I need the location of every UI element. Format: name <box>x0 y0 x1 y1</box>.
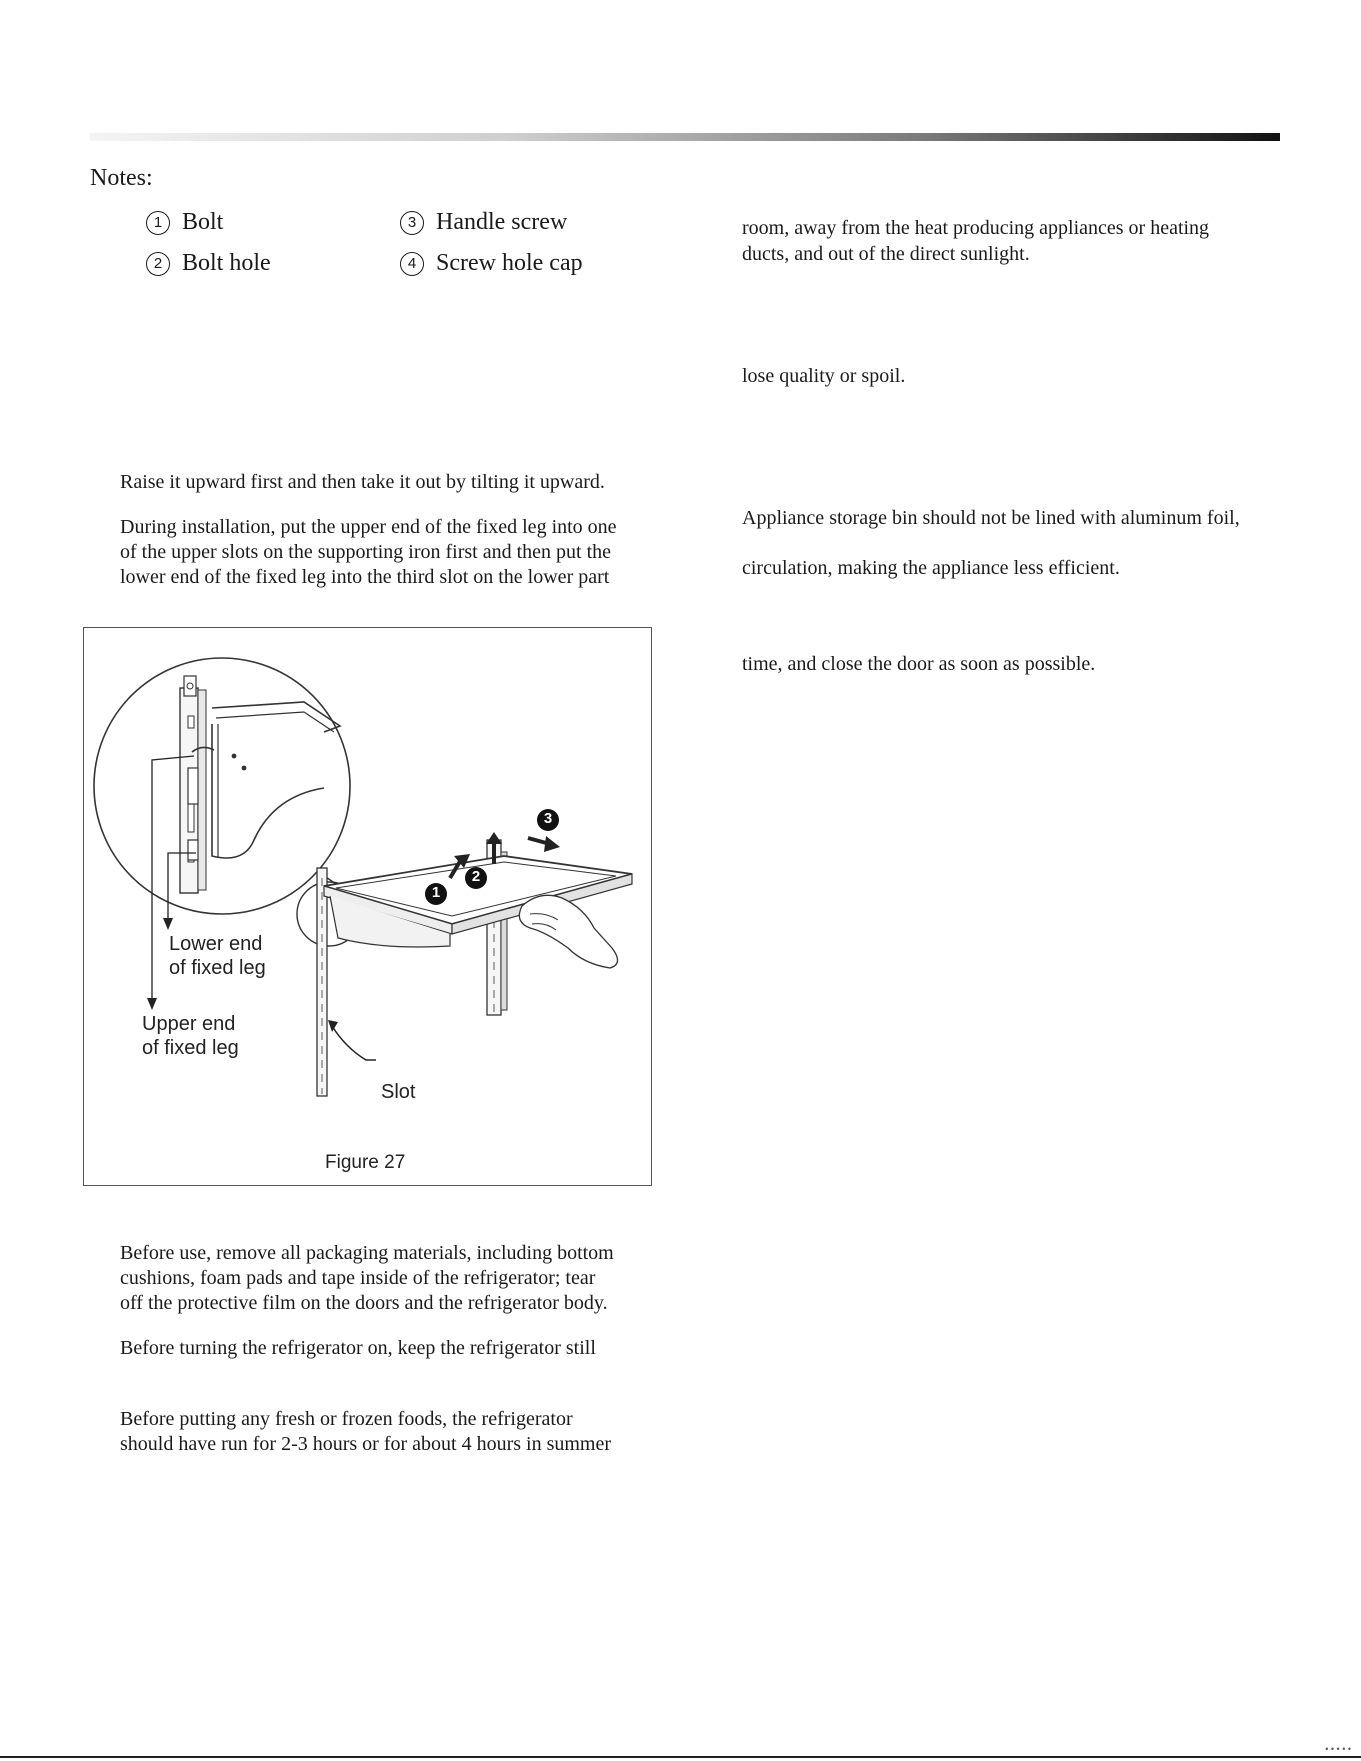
step-3-label: 3 <box>543 810 553 827</box>
lower-end-label-line: Lower end <box>169 933 263 955</box>
bottom-rule <box>0 1756 1361 1758</box>
door-text: time, and close the door as soon as possible. <box>742 653 1096 675</box>
note-number: 3 <box>400 211 424 235</box>
note-label: Bolt <box>182 209 224 235</box>
shelf-installation-diagram <box>84 628 653 1187</box>
foil-text: Appliance storage bin should not be lined with aluminum foil, <box>742 507 1240 529</box>
fresh-food-line: should have run for 2-3 hours or for about 4 hours in summer <box>120 1433 612 1455</box>
location-line: ducts, and out of the direct sunlight. <box>742 243 1030 265</box>
shelf-removal-text: Raise it upward first and then take it out by tilting it upward. <box>120 471 605 493</box>
spoil-text: lose quality or spoil. <box>742 365 906 387</box>
note-number: 2 <box>146 252 170 276</box>
step-2-label: 2 <box>471 868 481 885</box>
note-label: Handle screw <box>436 209 568 235</box>
turn-on-text: Before turning the refrigerator on, keep the refrigerator still <box>120 1337 596 1359</box>
note-label: Bolt hole <box>182 250 271 276</box>
installation-line: During installation, put the upper end of the fixed leg into one <box>120 516 617 538</box>
packaging-line: cushions, foam pads and tape inside of the refrigerator; tear <box>120 1267 596 1289</box>
location-line: room, away from the heat producing appliances or heating <box>742 217 1210 239</box>
note-item-handle-screw <box>400 209 567 236</box>
upper-end-label-line: Upper end <box>142 1013 236 1035</box>
note-number: 4 <box>400 252 424 276</box>
footer-mark: • • • • • <box>1325 1744 1351 1754</box>
figure-27 <box>83 627 652 1186</box>
note-item-bolt-hole <box>146 250 271 277</box>
installation-line: of the upper slots on the supporting iron first and then put the <box>120 541 612 563</box>
fresh-food-line: Before putting any fresh or frozen foods, the refrigerator <box>120 1408 573 1430</box>
header-rule <box>90 133 1280 141</box>
notes-title: Notes: <box>90 165 153 191</box>
slot-label: Slot <box>381 1081 416 1103</box>
figure-caption: Figure 27 <box>325 1152 406 1173</box>
packaging-line: Before use, remove all packaging materials, including bottom <box>120 1242 614 1264</box>
note-label: Screw hole cap <box>436 250 583 276</box>
note-number: 1 <box>146 211 170 235</box>
lower-end-label-line: of fixed leg <box>169 957 266 979</box>
installation-line: lower end of the fixed leg into the third slot on the lower part <box>120 566 610 588</box>
packaging-line: off the protective film on the doors and the refrigerator body. <box>120 1292 608 1314</box>
note-item-bolt <box>146 209 223 236</box>
upper-end-label-line: of fixed leg <box>142 1037 239 1059</box>
circulation-text: circulation, making the appliance less efficient. <box>742 557 1120 579</box>
step-1-label: 1 <box>431 884 441 901</box>
note-item-screw-hole-cap <box>400 250 583 277</box>
